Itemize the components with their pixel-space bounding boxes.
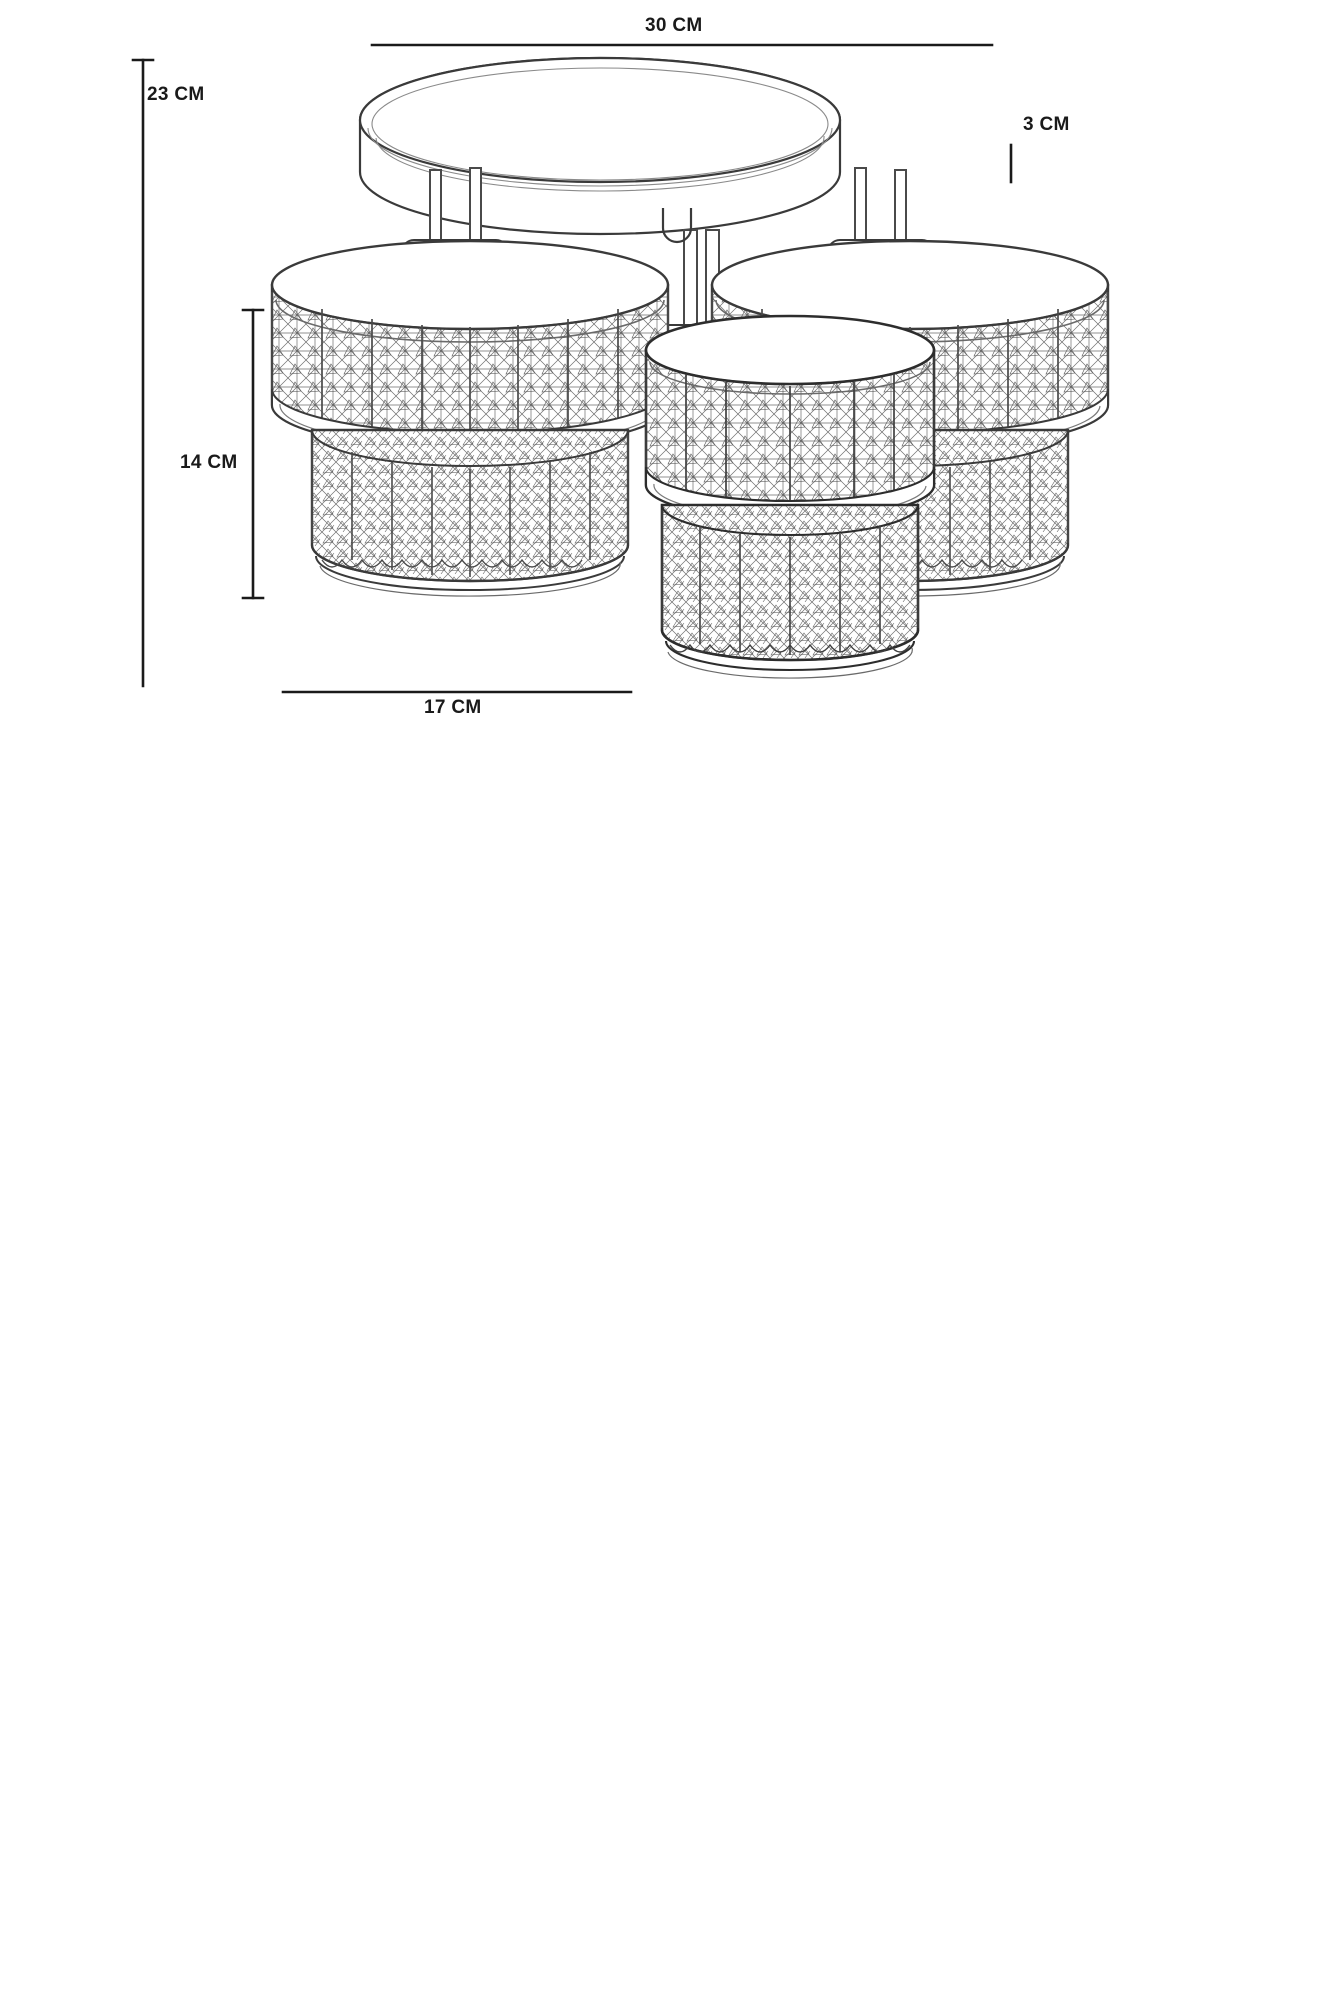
dimension-label-width-top: 30 CM [645,15,703,36]
dimension-label-canopy-depth: 3 CM [1023,114,1070,135]
dimension-label-total-height: 23 CM [147,84,205,105]
dimension-label-width-bottom: 17 CM [424,697,482,718]
dimension-label-shade-height: 14 CM [180,452,238,473]
